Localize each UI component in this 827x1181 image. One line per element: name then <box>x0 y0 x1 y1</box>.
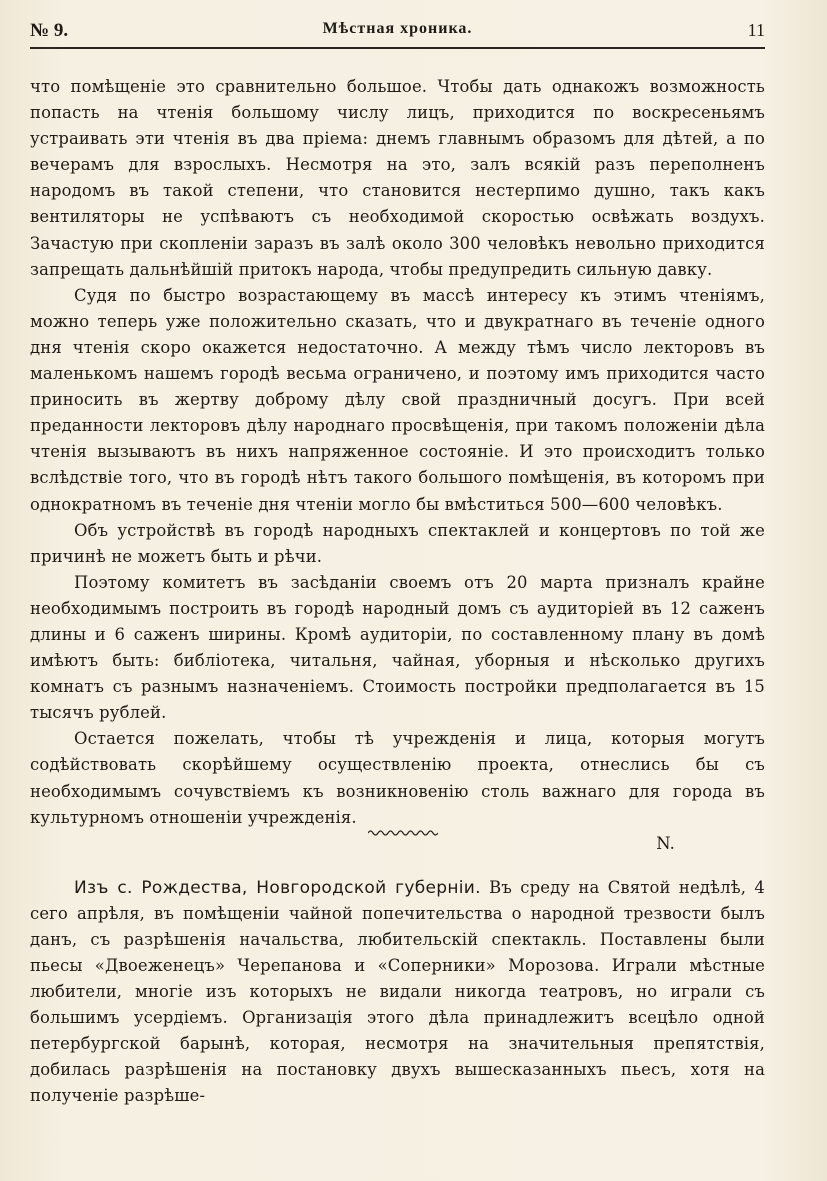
page-header <box>30 20 765 46</box>
news-text: Въ среду на Святой недѣлѣ, 4 сего апрѣля, въ помѣщеніи чайной попечительства о народной трезвости былъ данъ, съ разрѣшенія начальства, любительскій спектакль. Поставлены были пьесы «Двоеженецъ» Черепанова и «Соперники» Морозова. Играли мѣстные любители, многіе изъ которыхъ не видали никогда театровъ, но играли съ большимъ усердіемъ. Организація этого дѣла принадлежитъ всецѣло одной петербургской барынѣ, которая, несмотря на значительныя препятствія, добилась разрѣшенія на постановку двухъ вышесказанныхъ пьесъ, хотя на полученіе разрѣше- <box>30 877 765 1106</box>
header-rule <box>30 47 765 49</box>
paragraph-4: Поэтому комитетъ въ засѣданіи своемъ отъ 20 марта призналъ крайне необходимымъ построить въ городѣ народный домъ съ аудиторіей въ 12 саженъ длины и 6 саженъ ширины. Кромѣ аудиторіи, по составленному плану въ домѣ имѣютъ быть: библіотека, читальня, чайная, уборныя и нѣсколько другихъ комнатъ съ разнымъ назначеніемъ. Стоимость постройки предполагается въ 15 тысячъ рублей. <box>30 572 765 723</box>
signature-line <box>30 831 765 857</box>
paragraph-5: Остается пожелать, чтобы тѣ учрежденія и лица, которыя могутъ содѣйствовать скорѣйшему осуществленію проекта, отнеслись бы съ необходимымъ сочувствіемъ къ возникновенію столь важнаго для города въ культурномъ отношеніи учрежденія. <box>30 729 765 827</box>
article-body <box>30 74 765 1110</box>
section-title: Мѣстная хроника. <box>322 20 473 37</box>
section-gap <box>30 857 765 875</box>
paragraph-3: Объ устройствѣ въ городѣ народныхъ спектаклей и концертовъ по той же причинѣ не можетъ быть и рѣчи. <box>30 520 765 566</box>
signature: N. <box>656 833 675 853</box>
news-heading: Изъ с. Рождества, Новгородской губерніи. <box>74 877 481 898</box>
news-item <box>30 875 765 1110</box>
page-number: 11 <box>747 20 765 40</box>
wavy-divider <box>368 829 438 837</box>
paragraph-2: Судя по быстро возрастающему въ массѣ интересу къ этимъ чтеніямъ, можно теперь уже положительно сказать, что и двукратнаго въ теченіе одного дня чтенія скоро окажется недостаточно. А между тѣмъ число лекторовъ въ маленькомъ нашемъ городѣ весьма ограничено, и поэтому имъ приходится часто приносить въ жертву доброму дѣлу свой праздничный досугъ. При всей преданности лекторовъ дѣлу народнаго просвѣщенія, при такомъ положеніи дѣла чтенія вызываютъ въ нихъ напряженное состояніе. И это происходитъ только вслѣдствіе того, что въ городѣ нѣтъ такого большого помѣщенія, въ которомъ при однократномъ въ теченіе дня чтеніи могло бы вмѣститься 500—600 человѣкъ. <box>30 285 765 514</box>
issue-number: № 9. <box>30 20 69 41</box>
paragraph-1: что помѣщеніе это сравнительно большое. Чтобы дать однакожъ возможность попасть на чтенія большому числу лицъ, приходится по воскресеньямъ устраивать эти чтенія въ два пріема: днемъ главнымъ образомъ для дѣтей, а по вечерамъ для взрослыхъ. Несмотря на это, залъ всякій разъ переполненъ народомъ въ такой степени, что становится нестерпимо душно, такъ какъ вентиляторы не успѣваютъ съ необходимой скоростью освѣжать воздухъ. Зачастую при скопленіи заразъ въ залѣ около 300 человѣкъ невольно приходится запрещать дальнѣйшій притокъ народа, чтобы предупредить сильную давку. <box>30 77 765 279</box>
